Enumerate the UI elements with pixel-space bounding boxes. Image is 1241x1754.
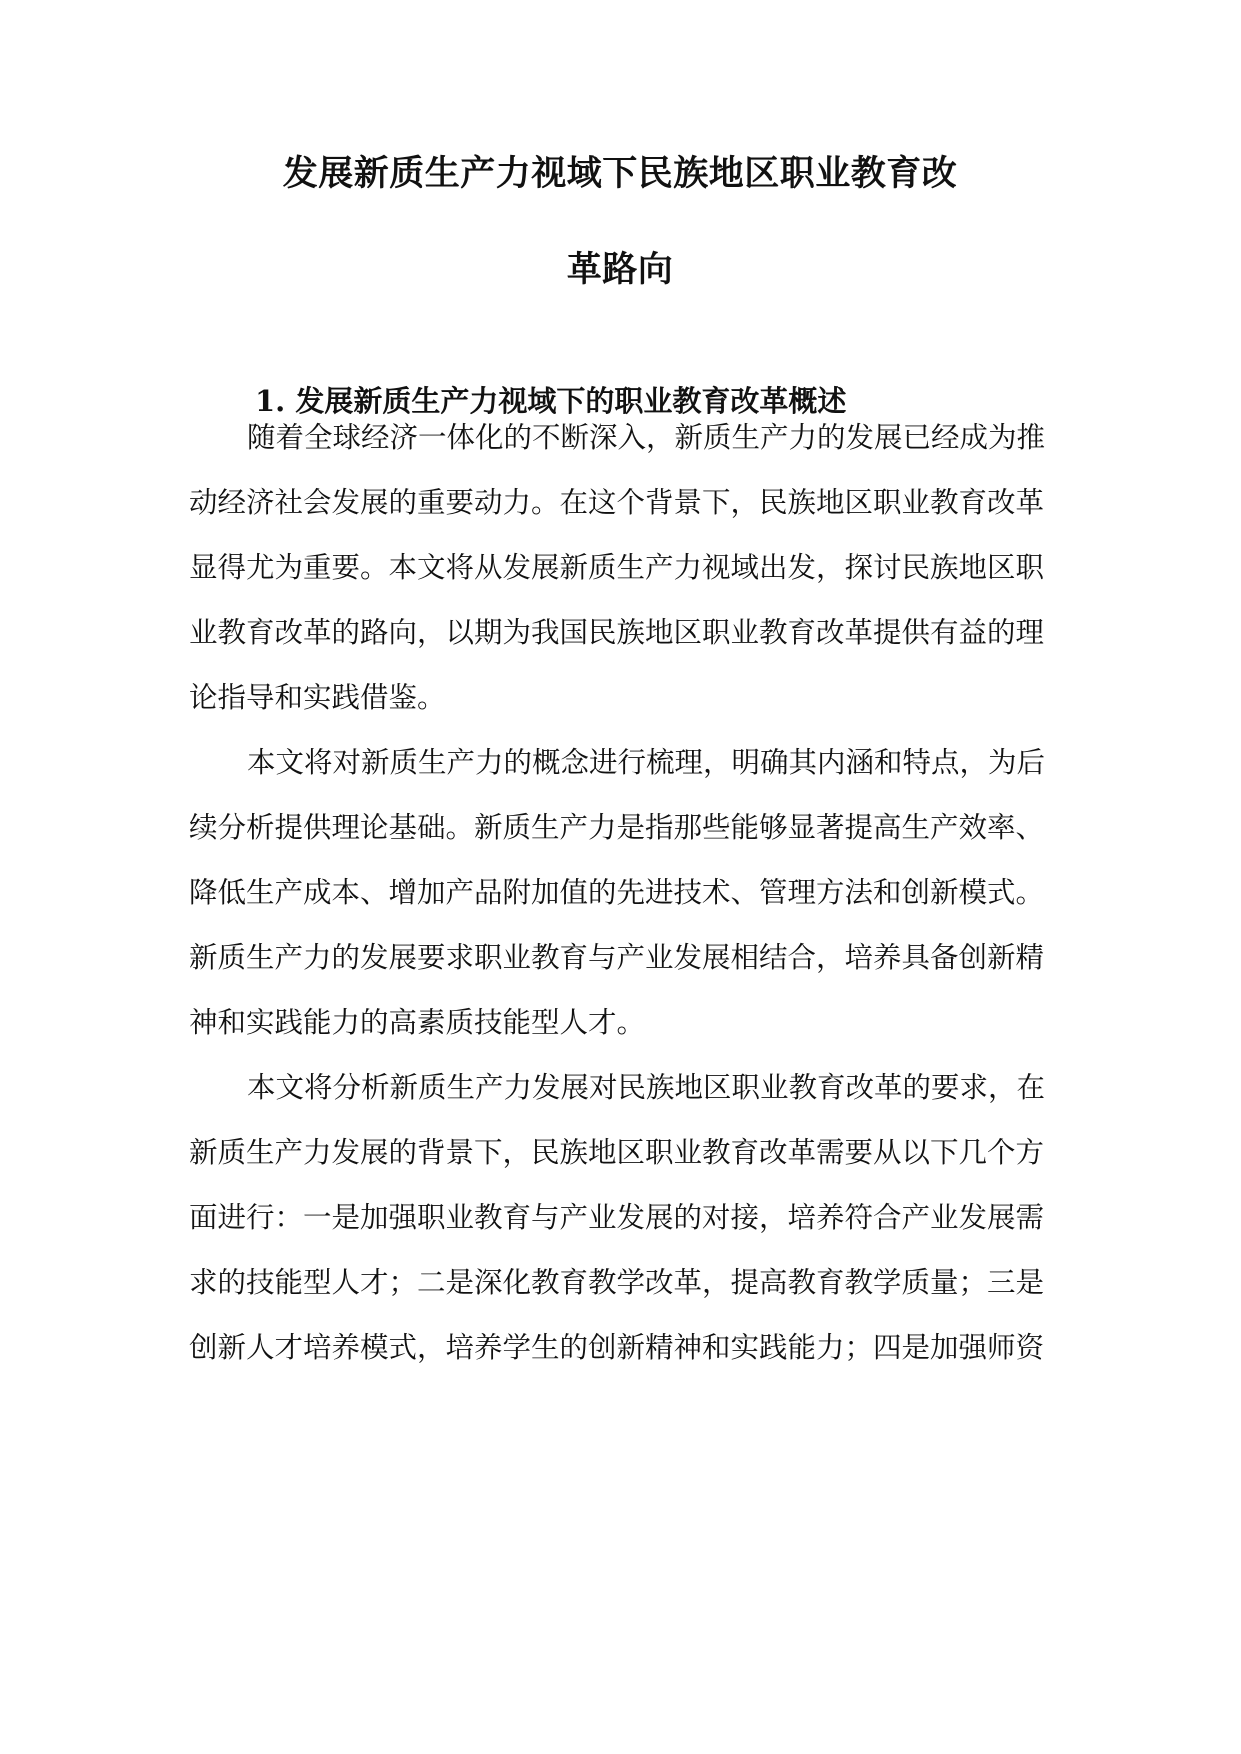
paragraph-1-line-1: 随着全球经济一体化的不断深入，新质生产力的发展已经成为推 xyxy=(247,421,1046,454)
section-heading: 1. 发展新质生产力视域下的职业教育改革概述 xyxy=(255,384,847,418)
paragraph-1-line-2: 动经济社会发展的重要动力。在这个背景下，民族地区职业教育改革 xyxy=(189,486,1045,519)
paragraph-3-line-4: 求的技能型人才；二是深化教育教学改革，提高教育教学质量；三是 xyxy=(189,1266,1045,1299)
paragraph-1-line-5: 论指导和实践借鉴。 xyxy=(189,681,446,714)
paragraph-2-line-4: 新质生产力的发展要求职业教育与产业发展相结合，培养具备创新精 xyxy=(189,941,1045,974)
paragraph-3-line-1: 本文将分析新质生产力发展对民族地区职业教育改革的要求，在 xyxy=(247,1071,1046,1104)
paragraph-2-line-5: 神和实践能力的高素质技能型人才。 xyxy=(189,1006,646,1039)
paragraph-2-line-3: 降低生产成本、增加产品附加值的先进技术、管理方法和创新模式。 xyxy=(189,876,1045,909)
paragraph-1-line-4: 业教育改革的路向，以期为我国民族地区职业教育改革提供有益的理 xyxy=(189,616,1045,649)
paragraph-3-line-5: 创新人才培养模式，培养学生的创新精神和实践能力；四是加强师资 xyxy=(189,1331,1045,1364)
paragraph-2-line-1: 本文将对新质生产力的概念进行梳理，明确其内涵和特点，为后 xyxy=(247,746,1046,779)
paragraph-3-line-3: 面进行：一是加强职业教育与产业发展的对接，培养符合产业发展需 xyxy=(189,1201,1045,1234)
document-title-line-1: 发展新质生产力视域下民族地区职业教育改 xyxy=(282,153,958,194)
paragraph-3-line-2: 新质生产力发展的背景下，民族地区职业教育改革需要从以下几个方 xyxy=(189,1136,1045,1169)
document-title-line-2: 革路向 xyxy=(566,249,674,290)
paragraph-1-line-3: 显得尤为重要。本文将从发展新质生产力视域出发，探讨民族地区职 xyxy=(189,551,1045,584)
paragraph-2-line-2: 续分析提供理论基础。新质生产力是指那些能够显著提高生产效率、 xyxy=(189,811,1045,844)
